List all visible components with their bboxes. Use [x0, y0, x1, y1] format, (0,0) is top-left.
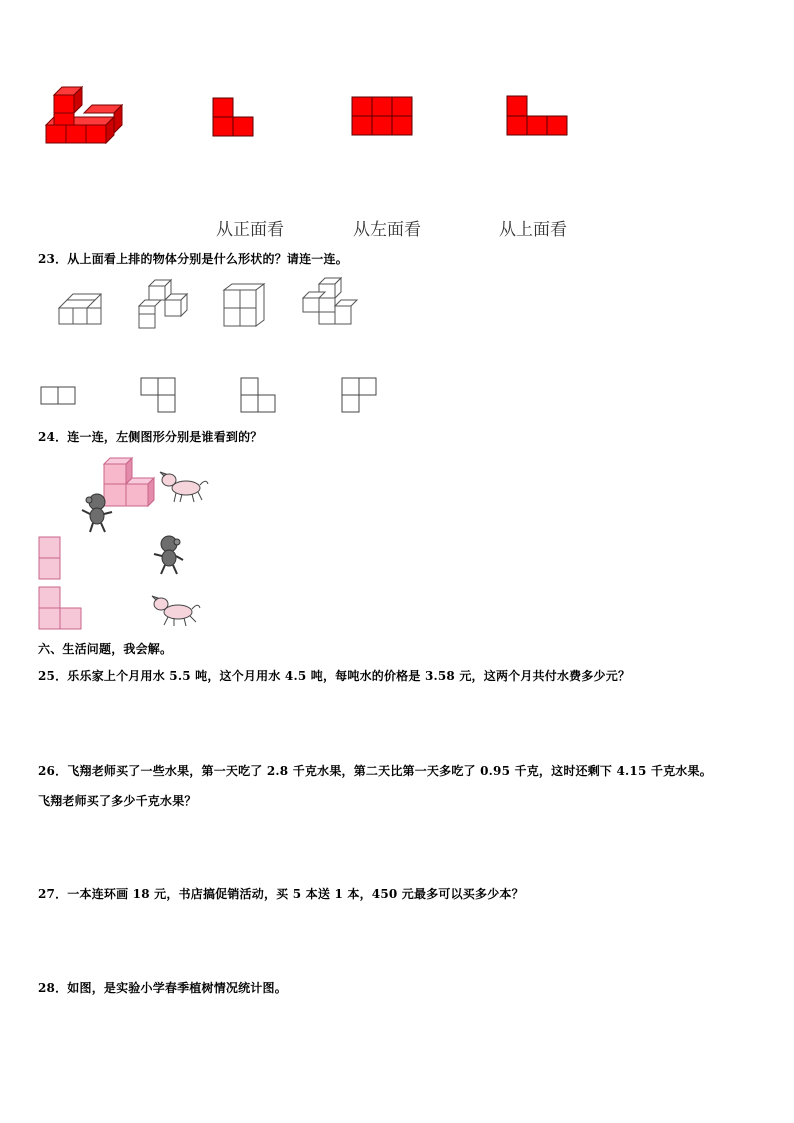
top-view-option-3	[240, 377, 276, 413]
section-6-title: 六、生活问题，我会解。	[38, 642, 173, 656]
view-label-front: 从正面看	[216, 220, 284, 240]
top-view-option-2	[140, 377, 176, 413]
question-25: 25．乐乐家上个月用水 5.5 吨，这个月用水 4.5 吨，每吨水的价格是 3.58 元，这两个月共付水费多少元？	[38, 669, 631, 683]
cube-solid-1	[57, 290, 105, 328]
monkey-icon-2	[150, 534, 188, 576]
dog-icon-2	[150, 592, 202, 630]
question-27: 27．一本连环画 18 元，书店搞促销活动，买 5 本送 1 本，450 元最多可以买多少本？	[38, 887, 524, 901]
top-view-option-1	[40, 386, 76, 406]
question-28: 28．如图，是实验小学春季植树情况统计图。	[38, 981, 287, 995]
monkey-icon	[78, 492, 116, 534]
question-26-line-2: 飞翔老师买了多少千克水果？	[38, 794, 197, 808]
view-label-left: 从左面看	[353, 220, 421, 240]
pink-view-shape-2	[38, 586, 84, 630]
question-24: 24．连一连，左侧图形分别是谁看到的？	[38, 430, 263, 444]
view-label-top: 从上面看	[499, 220, 567, 240]
question-26-line-1: 26．飞翔老师买了一些水果，第一天吃了 2.8 千克水果，第二天比第一天多吃了 0.95 千克，这时还剩下 4.15 千克水果。	[38, 764, 712, 778]
cube-solid-4	[301, 278, 355, 330]
front-view-red-shape	[212, 97, 256, 139]
top-view-red-shape	[506, 95, 568, 137]
red-cube-solid-figure	[44, 85, 126, 147]
left-view-red-shape	[351, 96, 413, 138]
dog-icon	[158, 468, 210, 506]
top-view-option-4	[341, 377, 377, 413]
question-23: 23．从上面看上排的物体分别是什么形状的？请连一连。	[38, 252, 348, 266]
cube-solid-2	[137, 280, 189, 332]
pink-view-shape-1	[38, 536, 62, 580]
cube-solid-3	[222, 282, 268, 328]
